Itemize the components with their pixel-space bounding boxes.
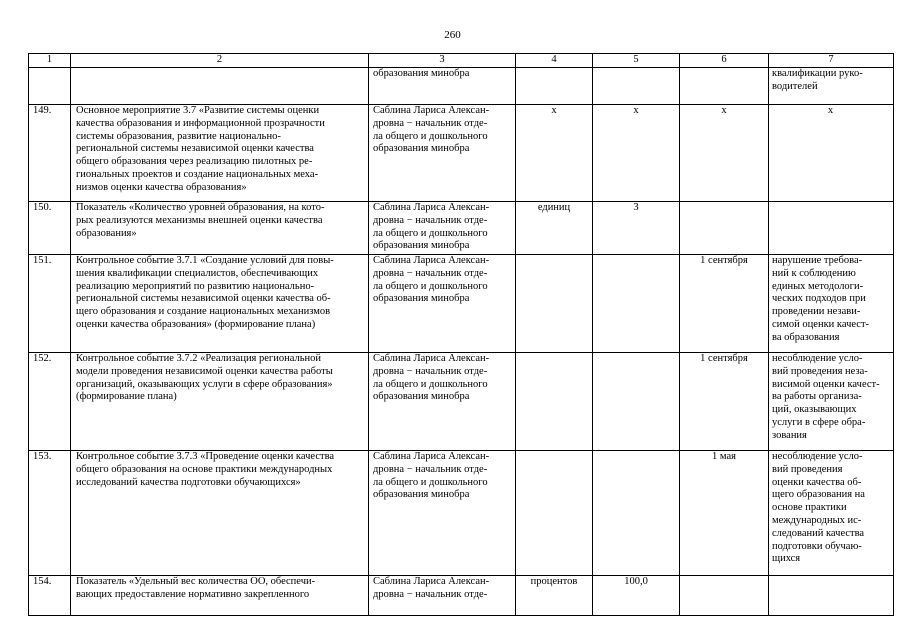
row-number-cell [29, 451, 71, 576]
resp-line: дровна − начальник отде- [373, 463, 488, 475]
value-cell [593, 202, 680, 255]
resp-line: Саблина Лариса Алексан- [373, 255, 490, 266]
resp-line: Саблина Лариса Алексан- [373, 202, 490, 213]
desc-line: исследований качества подготовки обучающихся» [76, 476, 301, 488]
num-text: 153. [33, 451, 52, 462]
resp-line: образования минобра [373, 68, 470, 79]
desc-line: Показатель «Удельный вес количества ОО, обеспечи- [76, 576, 316, 587]
num-text: 150. [33, 202, 52, 213]
value-cell [593, 255, 680, 353]
risk-line: щихся [772, 553, 801, 565]
resp-line: ла общего и дошкольного [373, 280, 488, 292]
table-row [29, 576, 894, 616]
num-text: 154. [33, 576, 52, 587]
table-row [29, 68, 894, 105]
col-header-3: 3 [369, 54, 516, 68]
desc-line: качества образования и информационной прозрачности [76, 117, 325, 129]
responsible-cell [369, 353, 516, 451]
table-row [29, 105, 894, 202]
col-header-7: 7 [769, 54, 894, 68]
risk-line: несоблюдение усло- [772, 451, 863, 462]
desc-line: низмов оценки качества образования» [76, 181, 247, 193]
table-row [29, 255, 894, 353]
date-text: 1 сентября [700, 353, 748, 364]
deadline-cell [680, 68, 769, 105]
num-text: 149. [33, 105, 52, 116]
risk-line: вий проведения неза- [772, 365, 868, 377]
description-cell [71, 576, 369, 616]
risk-line: ций, оказывающих [772, 404, 857, 416]
risk-cell [769, 68, 894, 105]
num-text: 151. [33, 255, 52, 266]
description-cell [71, 105, 369, 202]
risk-cell [769, 353, 894, 451]
desc-line: вающих предоставление нормативно закрепленного [76, 588, 310, 600]
value-text: 3 [633, 202, 639, 213]
risk-cell [769, 255, 894, 353]
unit-cell [516, 255, 593, 353]
row-number-cell [29, 105, 71, 202]
risk-cell [769, 451, 894, 576]
value-cell [593, 68, 680, 105]
risk-cell [769, 202, 894, 255]
risk-line: висимой оценки качест- [772, 378, 880, 390]
unit-cell [516, 353, 593, 451]
responsible-cell [369, 105, 516, 202]
desc-line: Показатель «Количество уровней образования, на кото- [76, 202, 325, 213]
value-text: 100,0 [624, 576, 648, 587]
table-row [29, 353, 894, 451]
responsible-cell [369, 255, 516, 353]
col-header-1: 1 [29, 54, 71, 68]
responsible-cell [369, 451, 516, 576]
value-cell [593, 105, 680, 202]
resp-line: образования минобра [373, 240, 470, 252]
row-number-cell [29, 202, 71, 255]
risk-line: единых методологи- [772, 280, 864, 292]
risk-line: x [827, 105, 834, 116]
resp-line: Саблина Лариса Алексан- [373, 576, 490, 587]
desc-line: оценки качества образования» (формирование плана) [76, 318, 316, 330]
risk-line: ческих подходов при [772, 293, 866, 305]
unit-text: процентов [530, 576, 578, 587]
risk-line: ва работы организа- [772, 391, 862, 403]
desc-line: Контрольное событие 3.7.3 «Проведение оценки качества [76, 451, 335, 462]
unit-cell [516, 202, 593, 255]
risk-line: несоблюдение усло- [772, 353, 863, 364]
resp-line: дровна − начальник отде- [373, 117, 488, 129]
value-cell [593, 576, 680, 616]
unit-text: x [551, 105, 557, 116]
responsible-cell [369, 202, 516, 255]
unit-cell [516, 576, 593, 616]
row-number-cell [29, 576, 71, 616]
table-row [29, 451, 894, 576]
row-number-cell [29, 353, 71, 451]
resp-line: образования минобра [373, 391, 470, 403]
risk-line: услуги в сфере обра- [772, 416, 866, 428]
resp-line: ла общего и дошкольного [373, 378, 488, 390]
deadline-cell [680, 353, 769, 451]
desc-line: региональной системы независимой оценки качества об- [76, 293, 331, 305]
resp-line: Саблина Лариса Алексан- [373, 353, 490, 364]
desc-line: образования» [76, 227, 137, 239]
page-number: 260 [444, 29, 461, 41]
resp-line: образования минобра [373, 489, 470, 501]
value-cell [593, 451, 680, 576]
date-text: 1 мая [712, 451, 736, 462]
desc-line: системы образования, развитие национально- [76, 130, 281, 142]
risk-line: основе практики [772, 502, 847, 514]
resp-line: дровна − начальник отде- [373, 588, 488, 600]
risk-line: проведении незави- [772, 306, 861, 318]
desc-line: модели проведения независимой оценки качества работы [76, 365, 333, 377]
resp-line: дровна − начальник отде- [373, 365, 488, 377]
value-text: x [633, 105, 639, 116]
description-cell [71, 68, 369, 105]
risk-line: ний к соблюдению [772, 267, 856, 279]
desc-line: (формирование плана) [76, 391, 177, 403]
value-cell [593, 353, 680, 451]
risk-line: вий проведения [772, 463, 843, 475]
deadline-cell [680, 576, 769, 616]
col-header-5: 5 [593, 54, 680, 68]
row-number-cell [29, 68, 71, 105]
description-cell [71, 255, 369, 353]
col-header-4: 4 [516, 54, 593, 68]
row-number-cell [29, 255, 71, 353]
risk-line: международных ис- [772, 514, 862, 526]
desc-line: общего образования через реализацию пилотных ре- [76, 156, 313, 168]
risk-line: оценки качества об- [772, 476, 862, 488]
risk-line: нарушение требова- [772, 255, 863, 266]
risk-cell [769, 576, 894, 616]
risk-line: щего образования на [772, 489, 865, 501]
date-text: x [721, 105, 727, 116]
responsible-cell [369, 576, 516, 616]
num-text: 152. [33, 353, 52, 364]
resp-line: образования минобра [373, 293, 470, 305]
resp-line: дровна − начальник отде- [373, 214, 488, 226]
resp-line: дровна − начальник отде- [373, 267, 488, 279]
deadline-cell [680, 105, 769, 202]
deadline-cell [680, 255, 769, 353]
resp-line: ла общего и дошкольного [373, 130, 488, 142]
header-row [29, 54, 894, 68]
description-cell [71, 353, 369, 451]
desc-line: гиональных проектов и создание национальных меха- [76, 168, 319, 180]
desc-line: Контрольное событие 3.7.2 «Реализация региональной [76, 353, 321, 364]
desc-line: щего образования и создание национальных механизмов [76, 306, 331, 318]
resp-line: образования минобра [373, 143, 470, 155]
desc-line: рых реализуются механизмы внешней оценки качества [76, 214, 323, 226]
table-body [29, 68, 894, 616]
resp-line: Саблина Лариса Алексан- [373, 105, 490, 116]
desc-line: организаций, оказывающих услуги в сфере образования» [76, 378, 333, 390]
col-header-6: 6 [680, 54, 769, 68]
date-text: 1 сентября [700, 255, 748, 266]
deadline-cell [680, 202, 769, 255]
unit-cell [516, 68, 593, 105]
description-cell [71, 202, 369, 255]
table-row [29, 202, 894, 255]
desc-line: шения квалификации специалистов, обеспечивающих [76, 267, 319, 279]
desc-line: региональной системы независимой оценки качества [76, 143, 314, 155]
risk-line: подготовки обучаю- [772, 540, 862, 552]
desc-line: реализацию мероприятий по развитию национально- [76, 280, 315, 292]
risk-line: ва образования [772, 331, 840, 343]
unit-cell [516, 105, 593, 202]
risk-line: зования [772, 429, 807, 441]
desc-line: общего образования на основе практики международных [76, 463, 333, 475]
unit-cell [516, 451, 593, 576]
responsible-cell [369, 68, 516, 105]
resp-line: Саблина Лариса Алексан- [373, 451, 490, 462]
risk-line: симой оценки качест- [772, 318, 870, 330]
risk-cell [769, 105, 894, 202]
plan-table [28, 53, 894, 616]
unit-text: единиц [537, 202, 571, 213]
desc-line: Контрольное событие 3.7.1 «Создание условий для повы- [76, 255, 334, 266]
resp-line: ла общего и дошкольного [373, 227, 488, 239]
deadline-cell [680, 451, 769, 576]
risk-line: квалификации руко- [772, 68, 863, 79]
risk-line: следований качества [772, 527, 865, 539]
desc-line: Основное мероприятие 3.7 «Развитие системы оценки [76, 105, 320, 116]
col-header-2: 2 [71, 54, 369, 68]
resp-line: ла общего и дошкольного [373, 476, 488, 488]
risk-line: водителей [772, 80, 818, 92]
description-cell [71, 451, 369, 576]
